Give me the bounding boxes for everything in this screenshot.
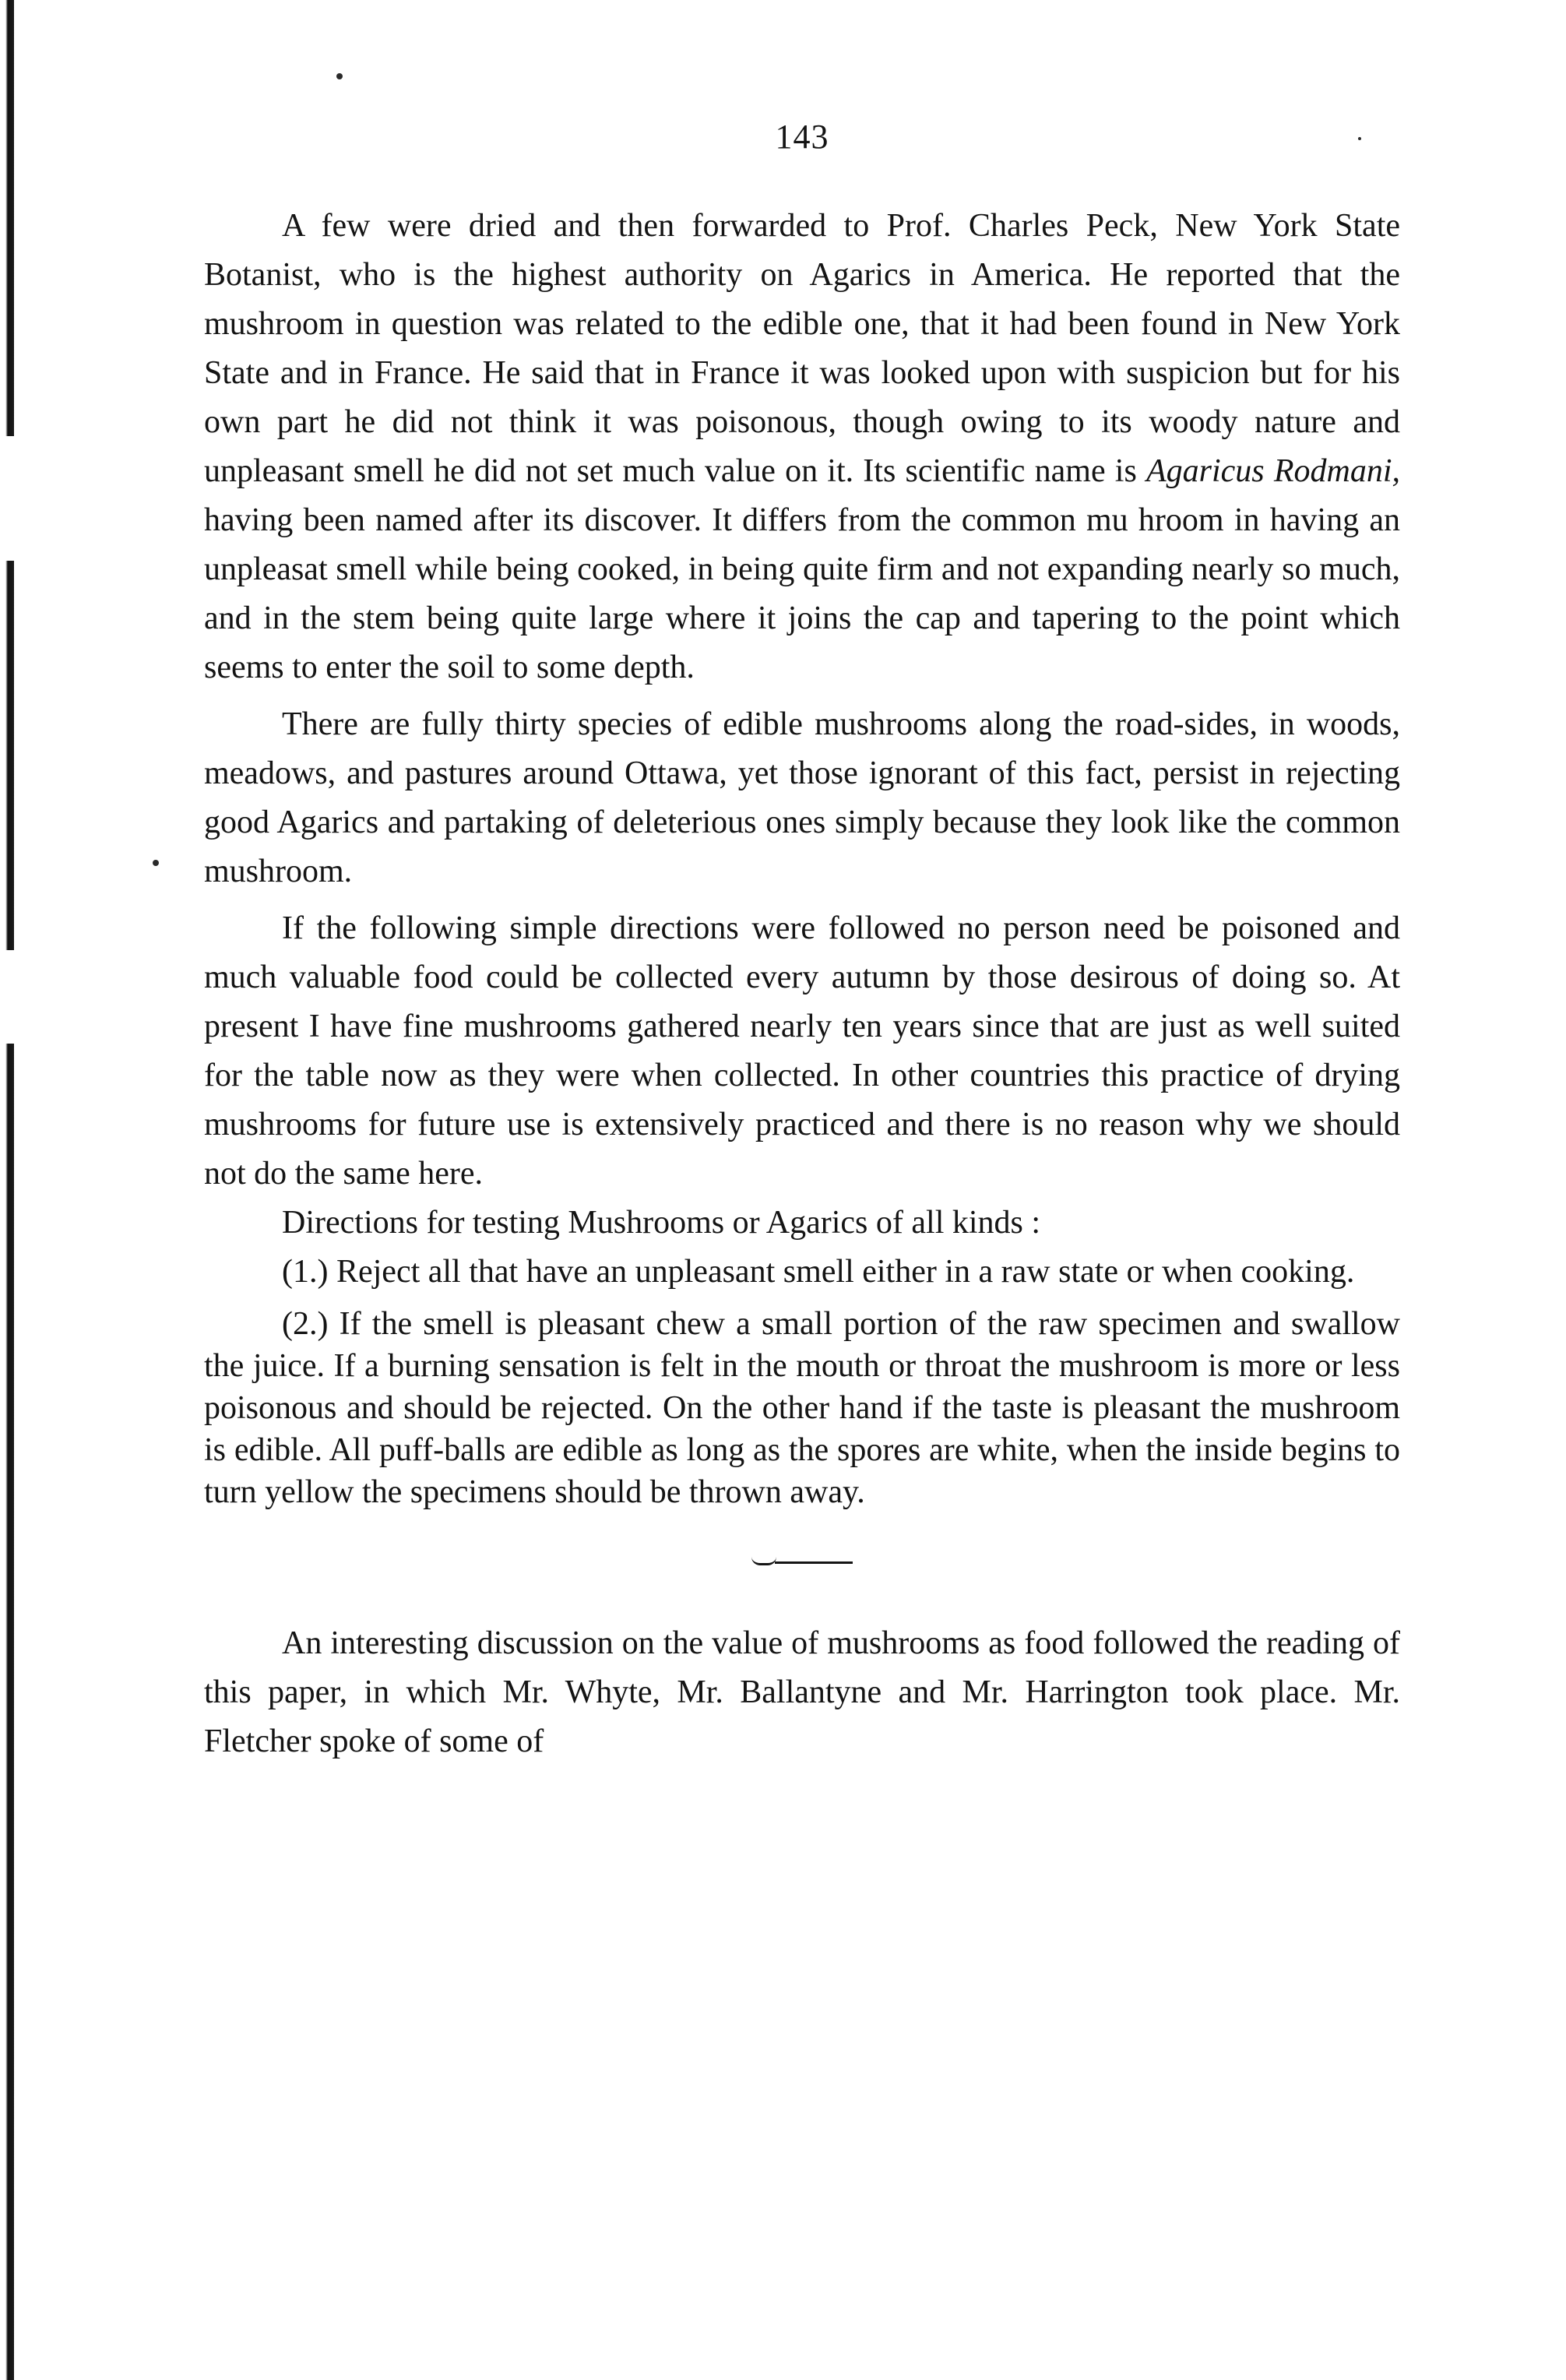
page-number: 143 [775,118,829,156]
binding-edge-gap [0,950,14,1044]
page-binding-edge [0,0,14,2380]
paragraph-peck-report [204,202,1400,692]
paragraph-peck-report-continuation: having been named after its discover. It differs from the common mu hroom in having an unpleasat smell while being cooked, in being quite firm and not expanding nearly so much, and in the stem being quite large where it joins the cap and tapering to the point which seems to enter the soil to some depth. [204,502,1400,685]
section-separator [744,1552,860,1572]
print-speck [153,860,159,866]
direction-item-1: (1.) Reject all that have an unpleasant smell either in a raw state or when cooking. [282,1254,1355,1290]
paragraph-discussion: An interesting discussion on the value of mushrooms as food followed the reading of this paper, in which Mr. Whyte, Mr. Ballantyne and Mr. Harrington took place. Mr. Fletcher spoke of some of [204,1625,1400,1759]
paragraph-peck-report-text: A few were dried and then forwarded to Prof. Charles Peck, New York State Botanist, who is the highest authority on Agarics in America. He reported that the mushroom in question was related to the edible one, that it had been found in New York State and in France. He said that in France it was looked upon with suspicion but for his own part he did not think it was poisonous, though owing to its woody nature and unpleasant smell he did not set much value on it. Its scientific name is [204,208,1400,489]
paragraph-edible-species: There are fully thirty species of edible mushrooms along the road-sides, in woods, meadows, and pastures around Ottawa, yet those ignorant of this fact, persist in rejecting good Agarics and partaking of deleterious ones simply because they look like the common mushroom. [204,706,1400,889]
direction-item-2: (2.) If the smell is pleasant chew a small portion of the raw specimen and swallow the juice. If a burning sensation is felt in the mouth or throat the mushroom is more or less poisonous and should be rejected. On the other hand if the taste is pleasant the mushroom is edible. All puff-balls are edible as long as the spores are white, when the inside begins to turn yellow the specimens should be thrown away. [204,1306,1400,1510]
page-text-column [204,117,1400,1766]
paragraph-simple-directions: If the following simple directions were followed no person need be poisoned and much valuable food could be collected every autumn by those desirous of doing so. At present I have fine mushrooms gathered nearly ten years since that are just as well suited for the table now as they were when collected. In other countries this practice of drying mushrooms for future use is extensively practiced and there is no reason why we should not do the same here. [204,910,1400,1192]
separator-flourish [751,1557,776,1565]
directions-heading: Directions for testing Mushrooms or Agarics of all kinds : [282,1205,1041,1241]
separator-rule [775,1561,853,1564]
binding-edge-gap [0,436,14,561]
scientific-name: Agaricus Rodmani, [1146,453,1401,489]
print-speck [336,73,343,79]
